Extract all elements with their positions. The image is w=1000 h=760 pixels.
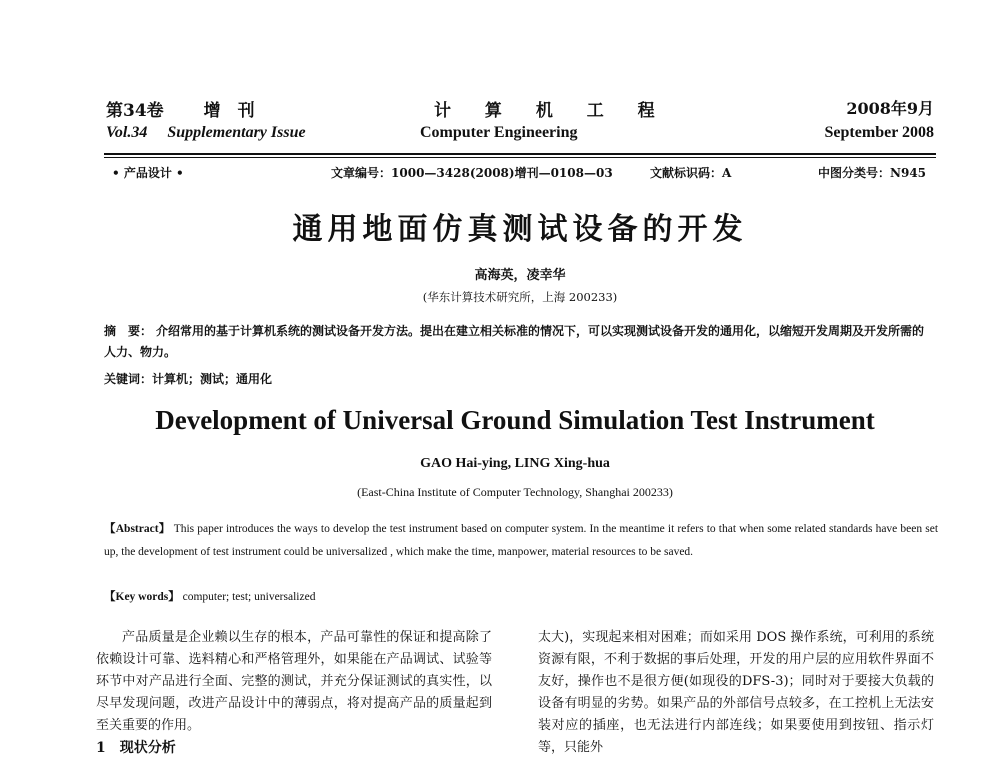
keywords-zh-label: 关键词： <box>104 372 153 386</box>
abstract-en-label: 【Abstract】 <box>104 523 171 535</box>
volume-en: Vol.34 <box>106 124 148 141</box>
body-column-right <box>538 627 934 759</box>
body-column-left <box>96 627 492 759</box>
abstract-en <box>104 518 938 564</box>
issue-date-en: September 2008 <box>824 124 934 141</box>
intro-paragraph: 产品质量是企业赖以生存的根本，产品可靠性的保证和提高除了依赖设计可靠、选料精心和严格管理外，如果能在产品调试、试验等环节中对产品进行全面、完整的测试，并充分保证测试的真实性，以尽早发现问题，改进产品设计中的薄弱点，将对提高产品的质量起到至关重要的作用。 <box>96 630 492 733</box>
journal-name-en: Computer Engineering <box>420 124 578 141</box>
article-number-label: 文章编号： <box>331 166 392 180</box>
issue-date-zh: 2008年9月 <box>846 99 934 118</box>
paper-title-en: Development of Universal Ground Simulation Test Instrument <box>155 405 875 435</box>
document-code-label: 文献标识码： <box>650 166 723 180</box>
clc-label: 中图分类号： <box>818 166 891 180</box>
authors-en: GAO Hai-ying, LING Xing-hua <box>420 456 610 471</box>
document-code-value: A <box>722 166 732 180</box>
keywords-zh <box>104 370 272 387</box>
section-heading: 1 现状分析 <box>96 740 176 756</box>
article-number-value: 1000—3428(2008)增刊—0108—03 <box>391 166 613 180</box>
keywords-en-text: computer; test; universalized <box>182 591 316 603</box>
volume-zh: 第34卷 <box>106 101 164 121</box>
header-rule-thick <box>104 153 936 155</box>
keywords-zh-text: 计算机；测试；通用化 <box>152 372 273 386</box>
abstract-en-text: This paper introduces the ways to develop the test instrument based on computer system. In the meantime it refers to that when some related standards have been set up, the development of test instrument could be universalized , which make the time, manpower, material resources to be saved. <box>104 523 939 558</box>
abstract-zh <box>104 321 936 363</box>
affiliation-zh: (华东计算技术研究所，上海 200233) <box>422 290 618 304</box>
abstract-zh-label: 摘 要： <box>104 324 153 338</box>
keywords-en <box>104 588 315 604</box>
abstract-zh-text: 介绍常用的基于计算机系统的测试设备开发方法。提出在建立相关标准的情况下，可以实现测试设备开发的通用化，以缩短开发周期及开发所需的人力、物力。 <box>104 324 925 359</box>
journal-name-zh: 计 算 机 工 程 <box>434 101 669 121</box>
continued-paragraph: 太大)，实现起来相对困难；而如采用 DOS 操作系统，可利用的系统资源有限，不利于数据的事后处理，开发的用户层的应用软件界面不友好，操作也不是很方便(如现役的DFS-3)；同时对于要接大负载的设备有明显的劣势。如果产品的外部信号点较多，在工控机上无法安装对应的插座，也无法进行内部连线；如果要使用到按钮、指示灯等，只能外 <box>538 630 934 755</box>
journal-volume-en <box>106 124 306 142</box>
article-number <box>331 164 613 181</box>
affiliation-en: (East-China Institute of Computer Technology, Shanghai 200233) <box>357 485 673 499</box>
clc-number <box>818 164 926 181</box>
category-label: • 产品设计 • <box>112 166 184 180</box>
clc-value: N945 <box>890 166 927 180</box>
journal-volume-zh <box>106 96 289 121</box>
authors-zh: 高海英，凌幸华 <box>474 268 566 283</box>
document-code <box>650 164 731 181</box>
issue-zh: 增 刊 <box>203 101 255 121</box>
paper-title-zh: 通用地面仿真测试设备的开发 <box>292 212 748 247</box>
keywords-en-label: 【Key words】 <box>104 591 180 603</box>
issue-en: Supplementary Issue <box>167 124 306 141</box>
header-rule-thin <box>104 157 936 158</box>
